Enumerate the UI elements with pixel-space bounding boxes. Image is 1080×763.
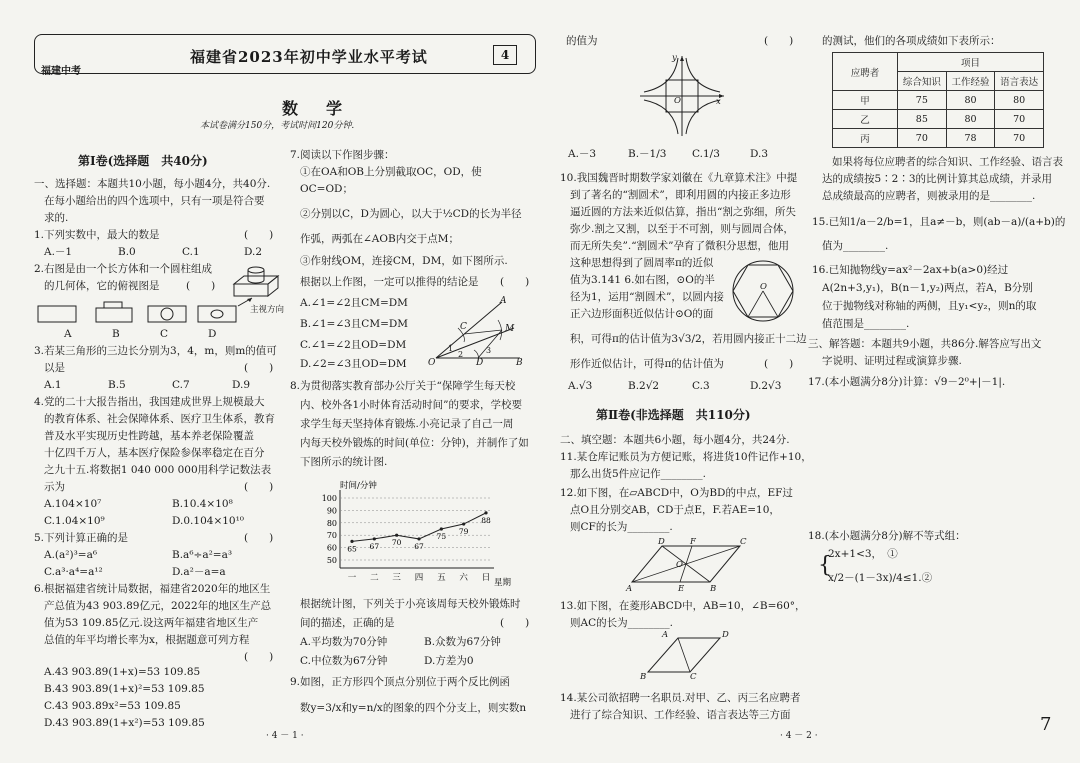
q7-angle-3: 3 <box>486 346 492 355</box>
q6-opt-b: B.43 903.89(1+x)²=53 109.85 <box>44 683 205 695</box>
q6-stem-4: 总值的年平均增长率为x，根据题意可列方程 <box>44 634 250 646</box>
q10-line-11: 形作近似估计，可得π的估计值为 <box>570 358 724 370</box>
table-row <box>833 110 1044 129</box>
data-label: 75 <box>436 532 447 541</box>
q2-options-figure <box>36 300 236 326</box>
q12-label-c: C <box>740 537 747 547</box>
data-label: 67 <box>369 541 380 551</box>
q3-stem-1: 3.若某三角形的三边长分别为3，4，m，则m的值可 <box>34 345 277 357</box>
q14-after-3: 总成绩最高的应聘者，则被录用的是________. <box>822 190 1036 202</box>
q14-after-1: 如果将每位应聘者的综合知识、工作经验、语言表 <box>832 156 1063 168</box>
data-point <box>484 511 487 514</box>
part2-title: 第Ⅱ卷(非选择题 共110分) <box>596 408 751 422</box>
q6-opt-c: C.43 903.89x²=53 109.85 <box>44 700 181 712</box>
table-cell: 乙 <box>833 110 898 129</box>
q12-label-e: E <box>678 584 685 594</box>
q10-paren: ( ) <box>764 358 794 370</box>
q11-line-2: 那么出货5件应记作________. <box>570 468 707 480</box>
q1-opt-d: D.2 <box>244 246 263 258</box>
q13-rhombus-figure <box>644 636 728 676</box>
q16-line-1: 16.已知抛物线y=ax²－2ax+b(a>0)经过 <box>812 264 1009 276</box>
q12-label-b: B <box>710 584 717 594</box>
q7-opt-c: C.∠1=∠2且OD=DM <box>300 339 407 351</box>
q4-paren: ( ) <box>244 481 274 493</box>
q10-opt-a: A.√3 <box>568 380 593 392</box>
q2-label-c: C <box>160 328 169 340</box>
q1-opt-c: C.1 <box>182 246 200 258</box>
data-point <box>350 540 353 543</box>
q6-stem-1: 6.根据福建省统计局数据，福建省2020年的地区生 <box>34 583 271 595</box>
subject-title: 数 学 <box>282 99 349 118</box>
sec3-line-2: 字说明、证明过程或演算步骤. <box>822 355 962 367</box>
q9-cont: 的值为 <box>566 35 598 47</box>
q10-opt-c: C.3 <box>692 380 710 392</box>
q10-line-9: 正六边形面积近似估计⊙O的面 <box>570 308 714 320</box>
y-tick-label: 60 <box>326 543 337 553</box>
q7-label-o: O <box>428 358 436 368</box>
q4-stem-3: 普及水平实现历史性跨越，基本养老保险覆盖 <box>44 430 254 442</box>
q8-line-chart <box>310 478 520 590</box>
table-cell: 70 <box>898 129 947 148</box>
q7-line-4: ②分别以C，D为圆心，以大于½CD的长为半径 <box>300 208 522 220</box>
q8-stem-3: 求学生每天坚持体育锻炼.小亮记录了自己一周 <box>300 418 514 430</box>
q8-opt-b: B.众数为67分钟 <box>424 636 501 648</box>
y-tick-label: 90 <box>326 506 337 516</box>
q15-line-2: 值为________. <box>822 240 889 252</box>
q6-paren: ( ) <box>244 651 274 663</box>
q7-label-c: C <box>460 322 467 332</box>
q3-paren: ( ) <box>244 362 274 374</box>
q10-line-10: 积，可得π的估计值为3√3/2，若用圆内接正十二边 <box>570 333 807 345</box>
paper-number: 4 <box>493 45 517 65</box>
q9-label-o: O <box>674 96 681 106</box>
q10-opt-b: B.2√2 <box>628 380 660 392</box>
table-row <box>833 129 1044 148</box>
q7-paren: ( ) <box>500 276 530 288</box>
q13-line-2: 则AC的长为________. <box>570 617 673 629</box>
q13-label-c: C <box>690 672 697 682</box>
table-cell: 85 <box>898 110 947 129</box>
q10-label-o: O <box>760 282 767 292</box>
q12-parallelogram-figure <box>622 542 746 586</box>
x-tick-label: 六 <box>459 573 468 583</box>
y-tick-label: 50 <box>326 556 337 565</box>
table-cell: 80 <box>995 91 1044 110</box>
table-cell: 70 <box>995 129 1044 148</box>
q4-opt-b: B.10.4×10⁸ <box>172 498 233 510</box>
q9-hyperbola-figure <box>636 52 728 138</box>
q10-opt-d: D.2√3 <box>750 380 782 392</box>
q5-opt-b: B.a⁶÷a²=a³ <box>172 549 233 561</box>
data-label: 70 <box>391 538 402 548</box>
q2-label-b: B <box>112 328 120 340</box>
q7-opt-d: D.∠2=∠3且OD=DM <box>300 358 407 370</box>
q8-stem-5: 下图所示的统计图. <box>300 456 388 468</box>
data-label: 88 <box>481 515 491 525</box>
chart-title: 时间/分钟 <box>340 481 377 491</box>
q7-line-7: 根据以上作图，一定可以推得的结论是 <box>300 276 479 288</box>
page-number-left: · 4 － 1 · <box>266 731 304 741</box>
q8-after-1: 根据统计图，下列关于小亮该周每天校外锻炼时 <box>300 598 521 610</box>
q4-stem-6: 示为 <box>44 481 65 493</box>
q4-stem-2: 的教育体系、社会保障体系、医疗卫生体系，教育 <box>44 413 275 425</box>
q12-line-1: 12.如下图，在▱ABCD中，O为BD的中点，EF过 <box>560 487 793 499</box>
q5-opt-a: A.(a²)³=a⁶ <box>44 549 98 561</box>
q9-label-x: x <box>716 97 721 107</box>
q13-label-a: A <box>662 630 669 640</box>
q15-line-1: 15.已知1/a－2/b=1，且a≠－b，则(ab－a)/(a+b)的 <box>812 216 1066 228</box>
q17-stem: 17.(本小题满分8分)计算：√9－2⁰+|－1|. <box>808 376 1006 388</box>
table-col-1: 综合知识 <box>898 72 947 91</box>
q11-line-1: 11.某仓库记账员为方便记账，将进货10件记作+10， <box>560 451 812 463</box>
q2-paren: ( ) <box>186 280 216 292</box>
data-point <box>395 534 398 537</box>
table-cell: 70 <box>995 110 1044 129</box>
q7-label-m: M <box>505 324 515 334</box>
q13-line-1: 13.如下图，在菱形ABCD中，AB=10，∠B=60°， <box>560 600 806 612</box>
q7-label-d: D <box>476 358 484 368</box>
q2-stem-2: 的几何体，它的俯视图是 <box>44 280 160 292</box>
q5-stem: 5.下列计算正确的是 <box>34 532 129 544</box>
q13-label-b: B <box>640 672 647 682</box>
q9-paren: ( ) <box>764 35 794 47</box>
q7-line-2: ①在OA和OB上分别截取OC，OD，使 <box>300 166 482 178</box>
q14-after-2: 达的成绩按5∶2∶3的比例计算其总成绩，并录用 <box>822 173 1053 185</box>
q8-opt-c: C.中位数为67分钟 <box>300 655 388 667</box>
part2-sec2: 二、填空题：本题共6小题，每小题4分，共24分. <box>560 434 790 446</box>
q8-stem-4: 内每天校外锻炼的时间(单位：分钟)，并制作了如 <box>300 437 529 449</box>
x-tick-label: 五 <box>437 573 446 583</box>
q12-label-o: O <box>676 560 683 570</box>
table-cell: 甲 <box>833 91 898 110</box>
q6-stem-3: 值为53 109.85亿元.设这两年福建省地区生产 <box>44 617 259 629</box>
q2-stem-1: 2.右图是由一个长方体和一个圆柱组成 <box>34 263 213 275</box>
q9-line-2: 数y=3/x和y=n/x的图象的四个分支上，则实数n <box>300 702 527 714</box>
table-cell: 丙 <box>833 129 898 148</box>
part1-intro-1: 一、选择题：本题共10小题，每小题4分，共40分. <box>34 178 271 190</box>
table-col-2: 工作经验 <box>946 72 995 91</box>
x-tick-label: 四 <box>414 573 424 583</box>
x-tick-label: 一 <box>347 573 357 583</box>
q8-stem-2: 内、校外各1小时体育活动时间”的要求，学校要 <box>300 399 523 411</box>
q6-stem-2: 产总值为43 903.89亿元，2022年的地区生产总 <box>44 600 272 612</box>
q18-ineq-2: x/2－(1－3x)/4≤1.② <box>828 572 933 584</box>
q1-opt-a: A.－1 <box>44 246 73 258</box>
q14-line-2: 进行了综合知识、工作经验、语言表达等三方面 <box>570 709 791 721</box>
q12-label-f: F <box>690 537 696 547</box>
exam-tag: 福建中考 <box>41 66 81 77</box>
q5-paren: ( ) <box>244 532 274 544</box>
sec3-line-1: 三、解答题：本题共9小题，共86分.解答应写出文 <box>808 338 1042 350</box>
q2-label-d: D <box>208 328 217 340</box>
chart-xlabel: 星期 <box>494 578 512 588</box>
q10-line-6: 这种思想得到了圆周率π的近似 <box>570 257 714 269</box>
data-label: 65 <box>347 544 357 554</box>
q6-opt-d: D.43 903.89(1+x²)=53 109.85 <box>44 717 205 729</box>
q4-stem-5: 之九十五.将数据1 040 000 000用科学记数法表 <box>44 464 272 476</box>
q9-opt-b: B.－1/3 <box>628 148 667 160</box>
table-header-item: 项目 <box>898 53 1044 72</box>
q7-angle-2: 2 <box>458 350 464 359</box>
q18-stem: 18.(本小题满分8分)解不等式组： <box>808 530 966 542</box>
q9-opt-d: D.3 <box>750 148 769 160</box>
data-point <box>417 537 420 540</box>
q10-line-4: 弥少.割之又割，以至于不可割，则与圆周合体， <box>570 223 794 235</box>
data-label: 79 <box>458 527 469 537</box>
q14-score-table <box>832 52 1044 148</box>
part1-intro-2: 在每小题给出的四个选项中，只有一项是符合要 <box>44 195 265 207</box>
q2-view-label: 主视方向 <box>250 305 285 315</box>
q14-line-1: 14.某公司欲招聘一名职员.对甲、乙、丙三名应聘者 <box>560 692 801 704</box>
q7-label-a: A <box>500 296 507 306</box>
q4-opt-c: C.1.04×10⁹ <box>44 515 105 527</box>
q3-opt-b: B.5 <box>108 379 126 391</box>
part1-title: 第Ⅰ卷(选择题 共40分) <box>78 154 208 168</box>
q10-line-8: 径为1，运用“割圆术”，以圆内接 <box>570 291 724 303</box>
table-header-applicant: 应聘者 <box>833 53 898 91</box>
table-row <box>833 91 1044 110</box>
q16-line-4: 值范围是________. <box>822 318 910 330</box>
table-cell: 80 <box>946 91 995 110</box>
exam-note: 本试卷满分150分，考试时间120分钟. <box>200 121 355 131</box>
q13-label-d: D <box>722 630 729 640</box>
data-label: 67 <box>414 541 424 551</box>
q9-line-1: 9.如图，正方形四个顶点分别位于两个反比例函 <box>290 676 511 688</box>
q7-label-b: B <box>516 358 523 368</box>
q9-opt-a: A.－3 <box>568 148 597 160</box>
q2-label-a: A <box>64 328 72 340</box>
q10-line-7: 值为3.141 6.如右图，⊙O的半 <box>570 274 715 286</box>
q7-line-5: 作弧，两弧在∠AOB内交于点M； <box>300 233 459 245</box>
x-tick-label: 三 <box>392 573 401 583</box>
table-cell: 80 <box>946 110 995 129</box>
q3-opt-c: C.7 <box>172 379 190 391</box>
q10-line-1: 10.我国魏晋时期数学家刘徽在《九章算术注》中提 <box>560 172 798 184</box>
q3-stem-2: 以是 <box>44 362 65 374</box>
q16-line-2: A(2n+3,y₁)，B(n－1,y₂)两点，若A，B分别 <box>822 282 1033 294</box>
q14-cont: 的测试，他们的各项成绩如下表所示： <box>822 35 1001 47</box>
q12-line-3: 则CF的长为________. <box>570 521 673 533</box>
q9-label-y: y <box>672 53 677 63</box>
q9-opt-c: C.1/3 <box>692 148 720 160</box>
part1-intro-3: 求的. <box>44 212 69 224</box>
q7-line-1: 7.阅读以下作图步骤： <box>290 149 395 161</box>
q18-brace: { <box>818 553 832 578</box>
q1-opt-b: B.0 <box>118 246 136 258</box>
q7-opt-b: B.∠1=∠3且CM=DM <box>300 318 409 330</box>
q8-opt-a: A.平均数为70分钟 <box>300 636 388 648</box>
q12-line-2: 点O且分别交AB，CD于点E，F.若AE=10， <box>570 504 780 516</box>
q7-line-3: OC=OD； <box>300 183 353 195</box>
q6-opt-a: A.43 903.89(1+x)=53 109.85 <box>44 666 201 678</box>
q5-opt-c: C.a³·a⁴=a¹² <box>44 566 103 578</box>
q10-line-3: 逼近圆的方法来近似估算，指出“割之弥细，所失 <box>570 206 796 218</box>
q7-opt-a: A.∠1=∠2且CM=DM <box>300 297 408 309</box>
q1-stem: 1.下列实数中，最大的数是 <box>34 229 160 241</box>
q5-opt-d: D.a²－a=a <box>172 566 226 578</box>
x-tick-label: 日 <box>481 573 491 583</box>
table-col-3: 语言表达 <box>995 72 1044 91</box>
q8-opt-d: D.方差为0 <box>424 655 474 667</box>
x-tick-label: 二 <box>370 573 379 583</box>
sheet-number: 7 <box>1040 714 1052 735</box>
q4-opt-a: A.104×10⁷ <box>44 498 102 510</box>
y-tick-label: 100 <box>321 494 337 503</box>
q12-label-a: A <box>626 584 633 594</box>
q18-ineq-1: 2x+1<3， ① <box>828 548 898 560</box>
data-point <box>373 537 376 540</box>
q8-stem-1: 8.为贯彻落实教育部办公厅关于“保障学生每天校 <box>290 380 516 392</box>
data-point <box>462 522 465 525</box>
q3-opt-d: D.9 <box>232 379 251 391</box>
data-point <box>440 527 443 530</box>
q10-line-5: 而无所失矣”.“割圆术”孕育了微积分思想，他用 <box>570 240 789 252</box>
q4-stem-1: 4.党的二十大报告指出，我国建成世界上规模最大 <box>34 396 265 408</box>
q4-stem-4: 十亿四千万人，基本医疗保险参保率稳定在百分 <box>44 447 265 459</box>
q3-opt-a: A.1 <box>44 379 62 391</box>
q8-paren: ( ) <box>500 617 530 629</box>
q8-after-2: 间的描述，正确的是 <box>300 617 395 629</box>
table-cell: 78 <box>946 129 995 148</box>
q16-line-3: 位于抛物线对称轴的两侧，且y₁<y₂，则n的取 <box>822 300 1037 312</box>
table-cell: 75 <box>898 91 947 110</box>
exam-title: 福建省2023年初中学业水平考试 <box>190 48 428 66</box>
q7-angle-1: 1 <box>448 344 454 353</box>
y-tick-label: 80 <box>326 518 337 528</box>
q12-label-d: D <box>658 537 665 547</box>
q7-line-6: ③作射线OM，连接CM，DM，如下图所示. <box>300 255 508 267</box>
q10-line-2: 到了著名的“割圆术”，即利用圆的内接正多边形 <box>570 189 791 201</box>
q4-opt-d: D.0.104×10¹⁰ <box>172 515 245 527</box>
q1-paren: ( ) <box>244 229 274 241</box>
page-number-right: · 4 － 2 · <box>780 731 818 741</box>
y-tick-label: 70 <box>326 531 337 541</box>
